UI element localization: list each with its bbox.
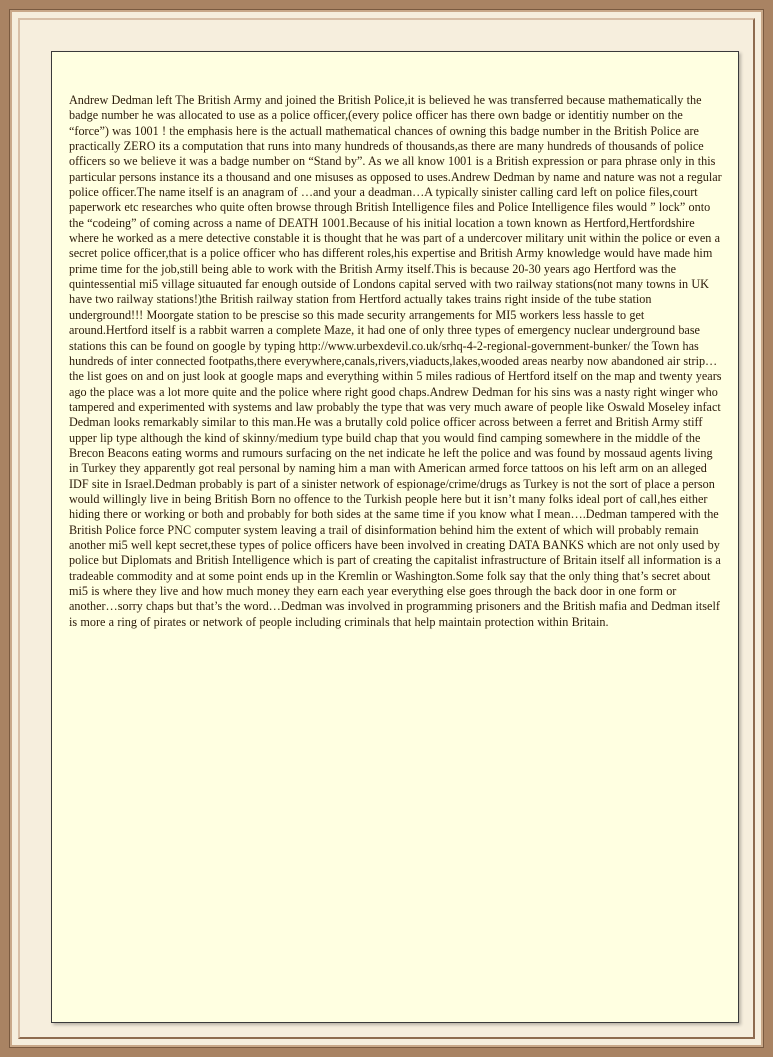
body-text: Andrew Dedman left The British Army and joined the British Police,it is believed he was transferred because mathematically the badge number he was allocated to use as a police officer,(every police officer has there own badge or identitiy number on the “force”) was 1001 ! the emphasis here is the actuall mathematical chances of owning this badge number in the British Police are practically ZERO its a computation that runs into many hundreds of thousands,as there are many hundreds of thousands of police officers so we believe it was a badge number on “Stand by”. As we all know 1001 is a British expression or para phrase only in this particular persons instance its a thousand and one misuses as opposed to uses.Andrew Dedman by name and nature was not a regular police officer.The name itself is an anagram of …and your a deadman…A typically sinister calling card left on police files,court paperwork etc researches who quite often browse through British Intelligence files and Police Intelligence files would ” lock” onto the “codeing” of coming across a name of DEATH 1001.Because of his initial location a town known as Hertford,Hertfordshire where he worked as a mere detective constable it is thought that he was part of a undercover military unit within the police or even a secret police officer,that is a police officer who has different roles,his expertise and British Army knowledge would have made him prime time for the job,still being able to work with the British Army itself.This is because 20-30 years ago Hertford was the quintessential mi5 village situauted far enough outside of Londons capital served with two railway stations(not many towns in UK have two railway stations!)the British railway station from Hertford actually takes trains right inside of the tube station underground!!! Moorgate station to be prescise so this made security arrangements for MI5 workers less hassle to get around.Hertford itself is a rabbit warren a complete Maze, it had one of only three types of emergency nuclear underground base stations this can be found on google by typing http://www.urbexdevil.co.uk/srhq-4-2-regional-government-bunker/ the Town has hundreds of inter connected footpaths,there everywhere,canals,rivers,viaducts,lakes,wooded areas nearby now abandoned air strip…the list goes on and on just look at google maps and everything within 5 miles radious of Hertford itself on the map and twenty years ago the place was a lot more quite and the police where right good chaps.Andrew Dedman for his sins was a nasty right winger who tampered and experimented with systems and law probably the type that was very much aware of people like Oswald Moseley infact Dedman looks remarkably similar to this man.He was a brutally cold police officer across between a ferret and British Army stiff upper lip type although the kind of skinny/medium type build chap that you would find camping somewhere in the middle of the Brecon Beacons eating worms and rumours surfacing on the net indicate he left the police and was found by mossaud agents living in Turkey they apparently got real personal by naming him a man with American armed force tattoos on his left arm on an alleged IDF site in Israel.Dedman probably is part of a sinister network of espionage/crime/drugs as Turkey is not the sort of place a person would willingly live in being British Born no offence to the Turkish people here but it isn’t many folks ideal port of call,hes either hiding there or working or both and probably for both sides at the same time if you know what I mean….Dedman tampered with the British Police force PNC computer system leaving a trail of disinformation behind him the extent of which will probably remain another mi5 well kept secret,these types of police officers have been involved in creating DATA BANKS which are not only used by police but Diplomats and British Intelligence which is part of creating the capitalist infrastructure of Britain itself all information is a tradeable commodity and at some point ends up in the Kremlin or Washington.Some folk say that the only thing that’s secret about mi5 is where they live and how much money they earn each year everything else goes through the back door in one form or another…sorry chaps but that’s the word…Dedman was involved in programming prisoners and the British mafia and Dedman itself is more a ring of pirates or network of people including criminals that help maintain protection within Britain. [69, 93, 722, 629]
document-page [51, 51, 739, 1023]
